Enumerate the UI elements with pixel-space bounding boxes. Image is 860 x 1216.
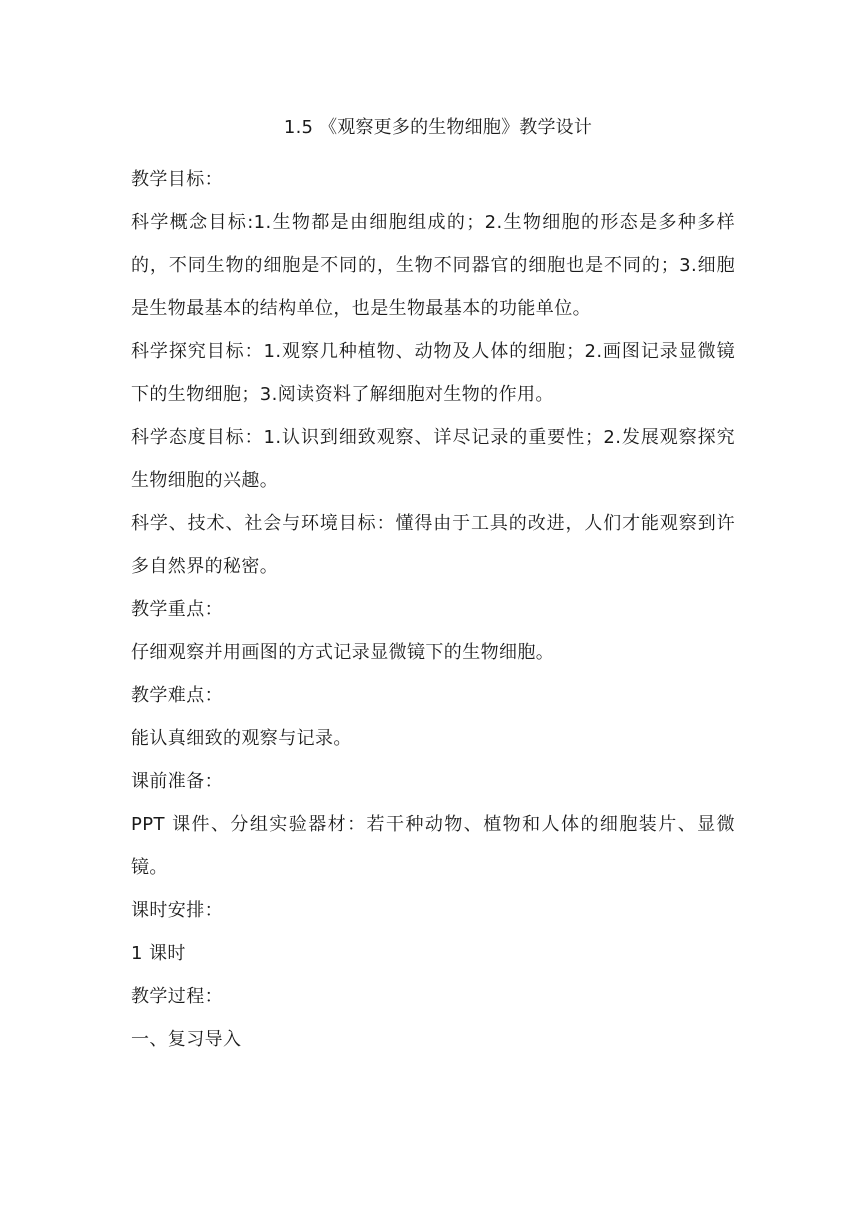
heading-difficulties: 教学难点： [131,685,223,706]
heading-schedule: 课时安排： [131,900,223,921]
paragraph-schedule: 1 课时 [131,943,186,964]
document-body [131,114,735,1061]
document-title: 1.5 《观察更多的生物细胞》教学设计 [283,117,593,138]
heading-teaching-objectives: 教学目标： [131,169,223,190]
paragraph-science-inquiry-objectives: 科学探究目标：1.观察几种植物、动物及人体的细胞；2.画图记录显微镜下的生物细胞；3.阅读资料了解细胞对生物的作用。 [131,341,735,405]
heading-preparation: 课前准备： [131,771,223,792]
paragraph-stse-objectives: 科学、技术、社会与环境目标：懂得由于工具的改进，人们才能观察到许多自然界的秘密。 [131,513,735,577]
paragraph-science-attitude-objectives: 科学态度目标：1.认识到细致观察、详尽记录的重要性；2.发展观察探究生物细胞的兴趣。 [131,427,735,491]
heading-teaching-process: 教学过程： [131,986,223,1007]
paragraph-key-points: 仔细观察并用画图的方式记录显微镜下的生物细胞。 [131,642,555,663]
heading-review-introduction: 一、复习导入 [131,1029,242,1050]
paragraph-difficulties: 能认真细致的观察与记录。 [131,728,352,749]
paragraph-science-concept-objectives: 科学概念目标:1.生物都是由细胞组成的；2.生物细胞的形态是多种多样的，不同生物的细胞是不同的，生物不同器官的细胞也是不同的；3.细胞是生物最基本的结构单位，也是生物最基本的功能单位。 [131,212,735,319]
heading-key-points: 教学重点： [131,599,223,620]
paragraph-preparation: PPT 课件、分组实验器材：若干种动物、植物和人体的细胞装片、显微镜。 [131,814,735,878]
